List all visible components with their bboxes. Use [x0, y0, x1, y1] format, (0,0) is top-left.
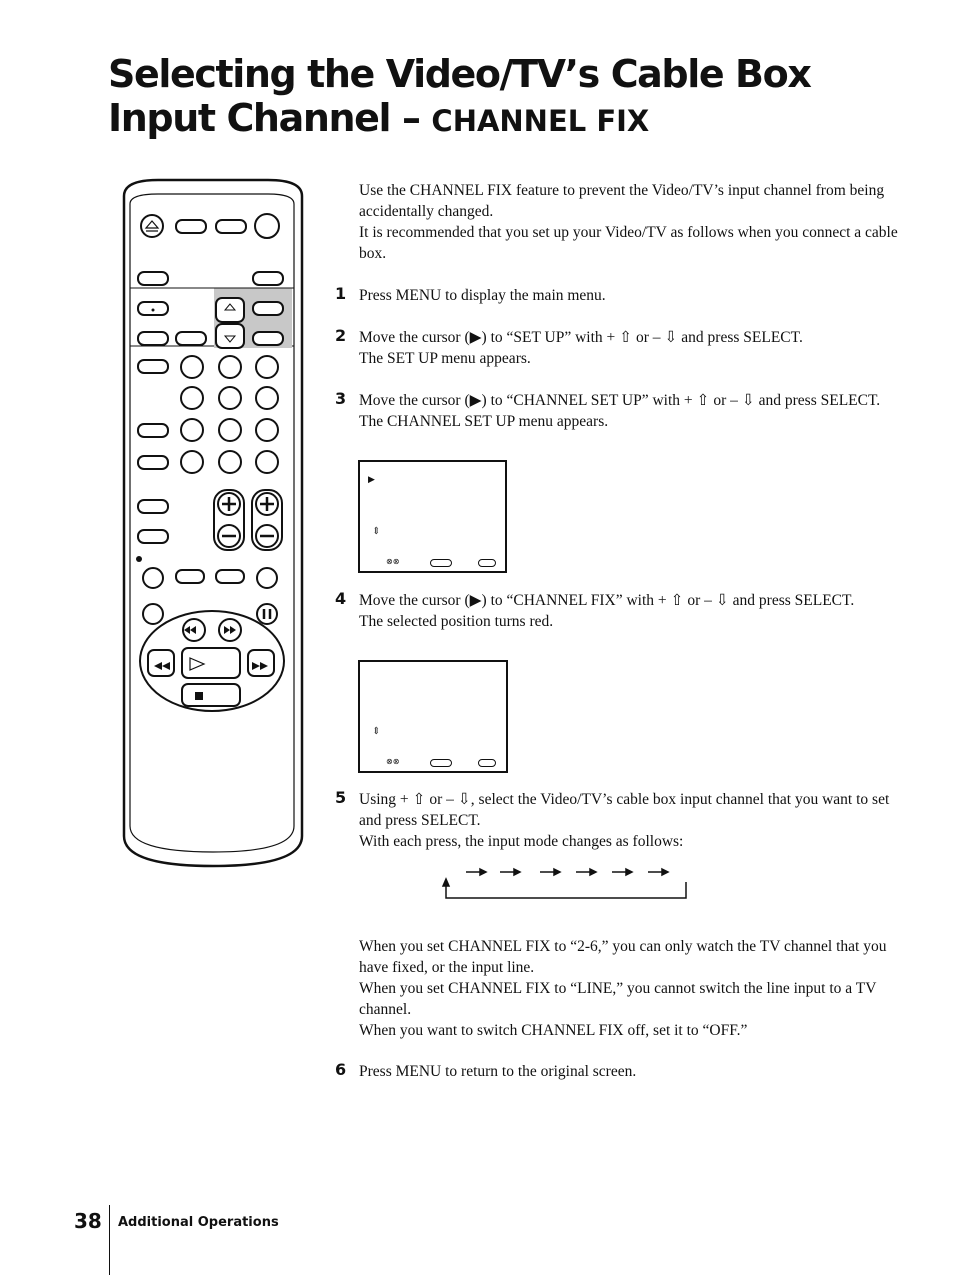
menu-cursor-icon: ▶ — [368, 474, 375, 484]
section-name: Additional Operations — [118, 1215, 279, 1230]
step-1 — [359, 285, 899, 306]
step-3 — [359, 390, 899, 432]
step-4-text: Move the cursor (▶) to “CHANNEL FIX” with + ⇧ or – ⇩ and press SELECT. — [359, 592, 855, 609]
step-4-result: The selected position turns red. — [359, 613, 554, 630]
note-3: When you want to switch CHANNEL FIX off, set it to “OFF.” — [359, 1022, 748, 1039]
step-4 — [359, 590, 899, 632]
step-5-text: Using + ⇧ or – ⇩, select the Video/TV’s cable box input channel that you want to set and press SELECT. — [359, 791, 890, 829]
note-2: When you set CHANNEL FIX to “LINE,” you cannot switch the line input to a TV channel. — [359, 980, 877, 1018]
step-5 — [359, 789, 899, 852]
menu-button-icon — [430, 559, 452, 567]
step-5-number: 5 — [335, 788, 347, 807]
page-title — [108, 52, 810, 143]
step-1-number: 1 — [335, 284, 347, 303]
step-5-result: With each press, the input mode changes as follows: — [359, 833, 684, 850]
select-icon: ⊗⊗ — [386, 557, 400, 566]
select-icon: ⊗⊗ — [386, 757, 400, 766]
step-1-text: Press MENU to display the main menu. — [359, 287, 606, 304]
menu-button-icon — [430, 759, 452, 767]
step-2-result: The SET UP menu appears. — [359, 350, 531, 367]
intro-paragraph-2: It is recommended that you set up your Video/TV as follows when you connect a cable box. — [359, 224, 898, 262]
title-dash: – — [390, 96, 432, 140]
intro-text — [359, 180, 899, 264]
step-6-number: 6 — [335, 1060, 347, 1079]
updown-arrow-icon: ⇕ — [372, 726, 381, 737]
exit-button-icon — [478, 759, 496, 767]
page-subtitle: CHANNEL FIX — [431, 104, 650, 138]
remote-control-illustration — [118, 176, 308, 870]
channel-setup-menu-screen — [358, 460, 507, 573]
step-3-text: Move the cursor (▶) to “CHANNEL SET UP” with + ⇧ or – ⇩ and press SELECT. — [359, 392, 881, 409]
title-line-2: Input Channel — [108, 96, 391, 140]
note-1: When you set CHANNEL FIX to “2-6,” you can only watch the TV channel that you have fixed, or the input line. — [359, 938, 887, 976]
step-2-text: Move the cursor (▶) to “SET UP” with + ⇧ or – ⇩ and press SELECT. — [359, 329, 803, 346]
step-4-number: 4 — [335, 589, 347, 608]
page-number: 38 — [74, 1209, 102, 1233]
step-2 — [359, 327, 899, 369]
step-2-number: 2 — [335, 326, 347, 345]
step-6 — [359, 1061, 899, 1082]
footer-divider — [109, 1205, 110, 1275]
step-6-text: Press MENU to return to the original screen. — [359, 1063, 637, 1080]
exit-button-icon — [478, 559, 496, 567]
intro-paragraph-1: Use the CHANNEL FIX feature to prevent the Video/TV’s input channel from being accidentally changed. — [359, 182, 885, 220]
notes — [359, 936, 899, 1041]
step-3-result: The CHANNEL SET UP menu appears. — [359, 413, 609, 430]
updown-arrow-icon: ⇕ — [372, 526, 381, 537]
channel-fix-menu-screen — [358, 660, 508, 773]
input-mode-cycle-diagram — [440, 860, 690, 906]
title-line-1: Selecting the Video/TV’s Cable Box — [108, 52, 811, 96]
step-3-number: 3 — [335, 389, 347, 408]
